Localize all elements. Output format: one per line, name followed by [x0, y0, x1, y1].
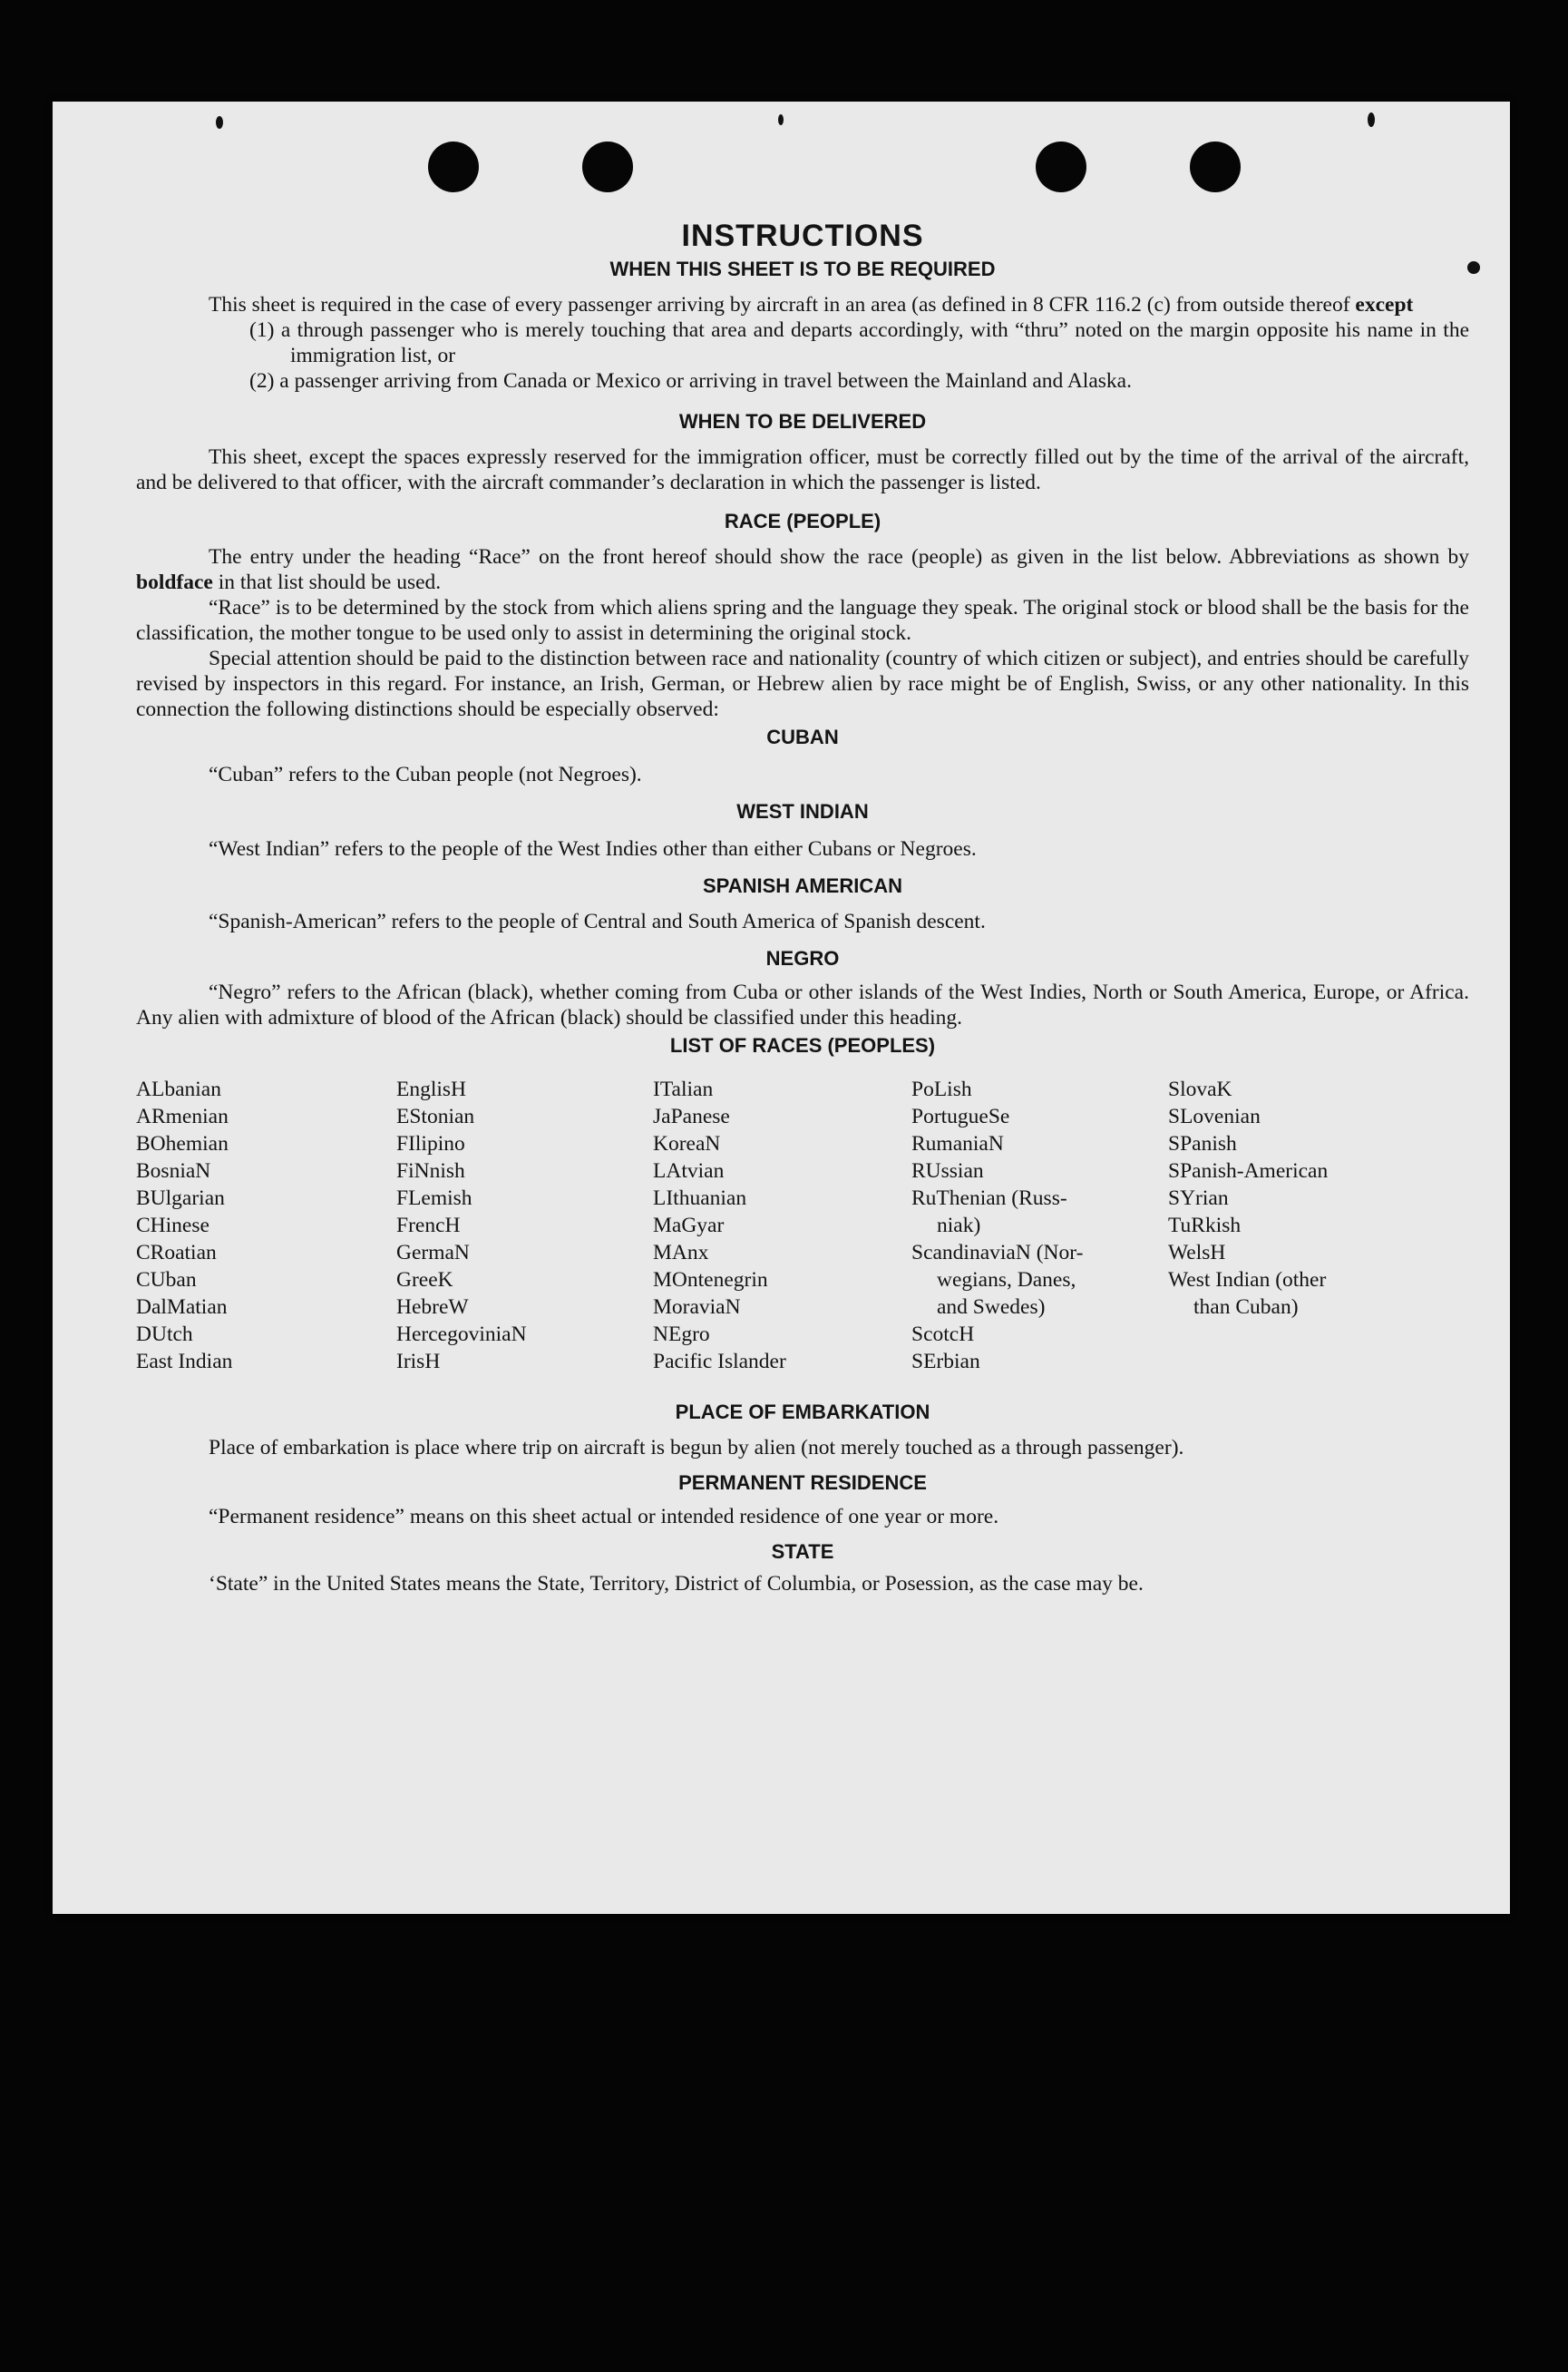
race-entry: WelsH: [1168, 1241, 1226, 1264]
section-heading: RACE (PEOPLE): [724, 510, 881, 532]
paragraph: “West Indian” refers to the people of the West Indies other than either Cubans or Negroes.: [209, 837, 977, 861]
section-spanish-american: [136, 873, 1469, 934]
race-entry: BosniaN: [136, 1159, 211, 1183]
section-heading: WEST INDIAN: [736, 800, 869, 823]
paragraph: “Race” is to be determined by the stock from which aliens spring and the language they speak. The original stock or blood shall be the basis for the classification, the mother tongue to be used only to assist in determining the original stock.: [136, 596, 1469, 645]
section-heading: CUBAN: [766, 726, 839, 748]
list-item: [136, 368, 1469, 394]
race-entry: PoLish: [911, 1078, 972, 1101]
paper-speck: [778, 114, 784, 125]
section-west-indian: [136, 798, 1469, 862]
paragraph: Place of embarkation is place where trip on aircraft is begun by alien (not merely touched as a through passenger).: [209, 1436, 1184, 1459]
paragraph: “Permanent residence” means on this sheet actual or intended residence of one year or more.: [209, 1505, 999, 1528]
race-entry: East Indian: [136, 1350, 233, 1373]
race-entry: RUssian: [911, 1159, 984, 1183]
paragraph-text: The entry under the heading “Race” on the front hereof should show the race (people) as given in the list below. Abbreviations as shown by: [209, 545, 1469, 569]
race-entry: NEgro: [653, 1323, 710, 1346]
bold-text: boldface: [136, 571, 213, 594]
punch-hole: [1190, 142, 1241, 192]
section-delivered: [136, 408, 1469, 495]
race-entry: MoraviaN: [653, 1295, 741, 1319]
race-entry: ITalian: [653, 1078, 714, 1101]
punch-hole: [1036, 142, 1086, 192]
race-entry: FiNnish: [396, 1159, 465, 1183]
punch-hole: [428, 142, 479, 192]
races-column: [653, 1076, 911, 1375]
race-entry: than Cuban): [1193, 1295, 1299, 1319]
punch-hole: [582, 142, 633, 192]
item-text: a through passenger who is merely touching that area and departs accordingly, with “thru” noted on the margin opposite his name in the immigration list, or: [280, 318, 1470, 367]
race-entry: JaPanese: [653, 1105, 730, 1128]
race-entry: CRoatian: [136, 1241, 217, 1264]
paragraph: This sheet, except the spaces expressly reserved for the immigration officer, must be correctly filled out by the time of the arrival of the aircraft, and be delivered to that officer, with the aircraft commander’s declaration in which the passenger is listed.: [136, 445, 1469, 494]
race-entry: ALbanian: [136, 1078, 221, 1101]
race-entry: RuThenian (Russ-: [911, 1186, 1067, 1210]
paper-speck: [1467, 261, 1480, 274]
race-entry: CHinese: [136, 1214, 209, 1237]
page-title: INSTRUCTIONS: [681, 219, 924, 253]
paragraph-text: in that list should be used.: [218, 571, 442, 594]
race-entry: Pacific Islander: [653, 1350, 786, 1373]
race-entry: HercegoviniaN: [396, 1323, 527, 1346]
races-column: [136, 1076, 396, 1375]
section-heading: STATE: [771, 1540, 834, 1563]
race-entry: HebreW: [396, 1295, 469, 1319]
section-cuban: [136, 724, 1469, 787]
races-column: [396, 1076, 653, 1375]
race-entry: MOntenegrin: [653, 1268, 768, 1292]
race-entry: KoreaN: [653, 1132, 721, 1156]
section-heading: WHEN THIS SHEET IS TO BE REQUIRED: [609, 258, 996, 280]
race-entry: SErbian: [911, 1350, 980, 1373]
race-entry: niak): [937, 1214, 981, 1237]
paragraph: “Negro” refers to the African (black), whether coming from Cuba or other islands of the West Indies, North or South America, Europe, or Africa. Any alien with admixture of blood of the African (black) should be classified under this heading.: [136, 981, 1469, 1030]
race-entry: PortugueSe: [911, 1105, 1010, 1128]
race-entry: SLovenian: [1168, 1105, 1261, 1128]
race-entry: ScandinaviaN (Nor-: [911, 1241, 1084, 1264]
bold-text: except: [1355, 293, 1414, 317]
races-column: [1168, 1076, 1440, 1375]
race-entry: SPanish: [1168, 1132, 1237, 1156]
section-state: [136, 1538, 1469, 1596]
section-heading: SPANISH AMERICAN: [702, 874, 902, 897]
list-item: [136, 317, 1469, 368]
race-entry: MaGyar: [653, 1214, 725, 1237]
instructions-content: [136, 218, 1469, 1596]
race-entry: ScotcH: [911, 1323, 975, 1346]
section-heading: PLACE OF EMBARKATION: [675, 1401, 930, 1423]
race-entry: GermaN: [396, 1241, 470, 1264]
race-entry: BOhemian: [136, 1132, 229, 1156]
race-entry: LIthuanian: [653, 1186, 747, 1210]
races-column: [911, 1076, 1168, 1375]
race-entry: CUban: [136, 1268, 197, 1292]
race-entry: FLemish: [396, 1186, 472, 1210]
paragraph: [136, 544, 1469, 595]
paragraph: ‘State” in the United States means the State, Territory, District of Columbia, or Posession, as the case may be.: [209, 1572, 1144, 1596]
races-table: [136, 1076, 1469, 1375]
section-heading: NEGRO: [765, 947, 840, 970]
item-marker: (2): [249, 369, 275, 393]
section-race: [136, 508, 1469, 722]
paper-speck: [1368, 112, 1375, 127]
race-entry: GreeK: [396, 1268, 453, 1292]
race-entry: EStonian: [396, 1105, 475, 1128]
race-entry: DUtch: [136, 1323, 193, 1346]
race-entry: SPanish-American: [1168, 1159, 1329, 1183]
race-entry: DalMatian: [136, 1295, 228, 1319]
item-marker: (1): [249, 318, 275, 342]
document-sheet: [53, 102, 1510, 1914]
race-entry: LAtvian: [653, 1159, 725, 1183]
section-heading: WHEN TO BE DELIVERED: [678, 410, 927, 433]
race-entry: SYrian: [1168, 1186, 1229, 1210]
race-entry: SlovaK: [1168, 1078, 1232, 1101]
race-entry: and Swedes): [937, 1295, 1046, 1319]
race-entry: wegians, Danes,: [937, 1268, 1076, 1292]
race-entry: EnglisH: [396, 1078, 467, 1101]
race-entry: RumaniaN: [911, 1132, 1004, 1156]
paragraph: “Cuban” refers to the Cuban people (not Negroes).: [209, 763, 642, 786]
paragraph: “Spanish-American” refers to the people of Central and South America of Spanish descent.: [209, 910, 986, 933]
paragraph: Special attention should be paid to the distinction between race and nationality (country of which citizen or subject), and entries should be carefully revised by inspectors in this regard. For instance, an Irish, German, or Hebrew alien by race might be of English, Swiss, or any other nationality. In this connection the following distinctions should be especially observed:: [136, 647, 1469, 721]
race-entry: FIlipino: [396, 1132, 465, 1156]
section-negro: [136, 945, 1469, 1030]
section-races-list: [136, 1032, 1469, 1375]
paper-speck: [216, 116, 223, 129]
race-entry: MAnx: [653, 1241, 709, 1264]
section-required: [136, 256, 1469, 394]
race-entry: West Indian (other: [1168, 1268, 1327, 1292]
section-heading: PERMANENT RESIDENCE: [678, 1471, 927, 1494]
paragraph-text: This sheet is required in the case of every passenger arriving by aircraft in an area (as defined in 8 CFR 116.2 (c) from outside thereof: [209, 293, 1350, 317]
item-text: a passenger arriving from Canada or Mexico or arriving in travel between the Mainland and Alaska.: [279, 369, 1132, 393]
race-entry: IrisH: [396, 1350, 441, 1373]
race-entry: BUlgarian: [136, 1186, 225, 1210]
section-embarkation: [136, 1399, 1469, 1460]
race-entry: FrencH: [396, 1214, 461, 1237]
section-residence: [136, 1469, 1469, 1529]
section-heading: LIST OF RACES (PEOPLES): [669, 1034, 936, 1057]
paragraph: [136, 292, 1469, 317]
race-entry: TuRkish: [1168, 1214, 1242, 1237]
race-entry: ARmenian: [136, 1105, 229, 1128]
